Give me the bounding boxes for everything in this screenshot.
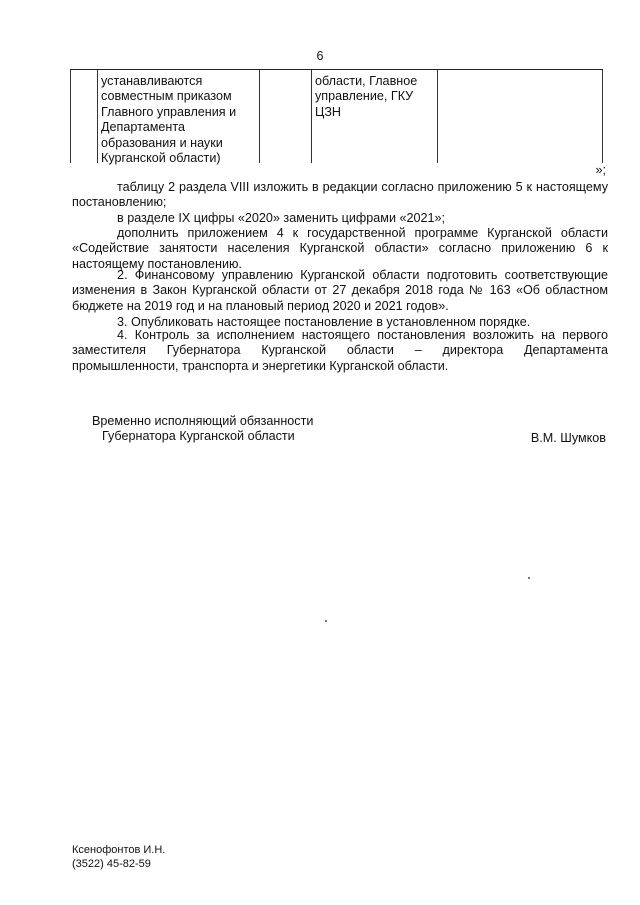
signer-title-line: Губернатора Курганской области [102,429,295,444]
table-cell-description [101,74,236,166]
scan-speck [528,577,530,579]
signer-title-line: Временно исполняющий обязанности [92,414,314,428]
cell-line: управление, ГКУ [315,89,414,104]
table-border [97,70,98,163]
cell-line: образования и науки [101,135,223,150]
table-border [311,70,312,163]
table-border [259,70,260,163]
signer-title [92,414,313,445]
table-border [70,70,71,163]
cell-line: Департамента [101,120,185,135]
cell-line: ЦЗН [315,104,342,119]
paragraph-item-2: 2. Финансовому управлению Курганской области подготовить соответствующие изменения в Закон Курганской области от 27 декабря 2018 года № 163 «Об областном бюджете на 2019 год и на плановый период 2020 и 2021 годов». [72,268,608,313]
signer-name: В.М. Шумков [530,431,606,445]
table-cell-executor [315,74,417,120]
paragraph-section-ix: в разделе IX цифры «2020» заменить цифрами «2021»; [117,211,446,225]
cell-line: области, Главное [315,74,418,88]
cell-line: совместным приказом [101,89,232,104]
table-border [602,70,603,163]
cell-line: Курганской области) [101,151,221,166]
paragraph-item-4: 4. Контроль за исполнением настоящего постановления возложить на первого заместителя Губернатора Курганской области – директора Департамента промышленности, транспорта и энергетики Курганской области. [72,328,608,373]
table-border [437,70,438,163]
table-fragment [70,69,603,166]
executor-phone: (3522) 45-82-59 [72,858,151,870]
cell-line: устанавливаются [101,74,203,88]
cell-line: Главного управления и [101,104,237,119]
scan-speck [325,620,327,622]
executor-block [72,843,165,871]
closing-quote: »; [595,163,606,177]
paragraph-item-3: 3. Опубликовать настоящее постановление в установленном порядке. [117,315,531,329]
executor-name: Ксенофонтов И.Н. [72,844,166,856]
paragraph-table-2: таблицу 2 раздела VIII изложить в редакции согласно приложению 5 к настоящему постановлению; [72,180,608,210]
paragraph-appendix-4: дополнить приложением 4 к государственной программе Курганской области «Содействие занятости населения Курганской области» согласно приложению 6 к настоящему постановлению. [72,226,608,271]
page-number: 6 [316,49,324,63]
